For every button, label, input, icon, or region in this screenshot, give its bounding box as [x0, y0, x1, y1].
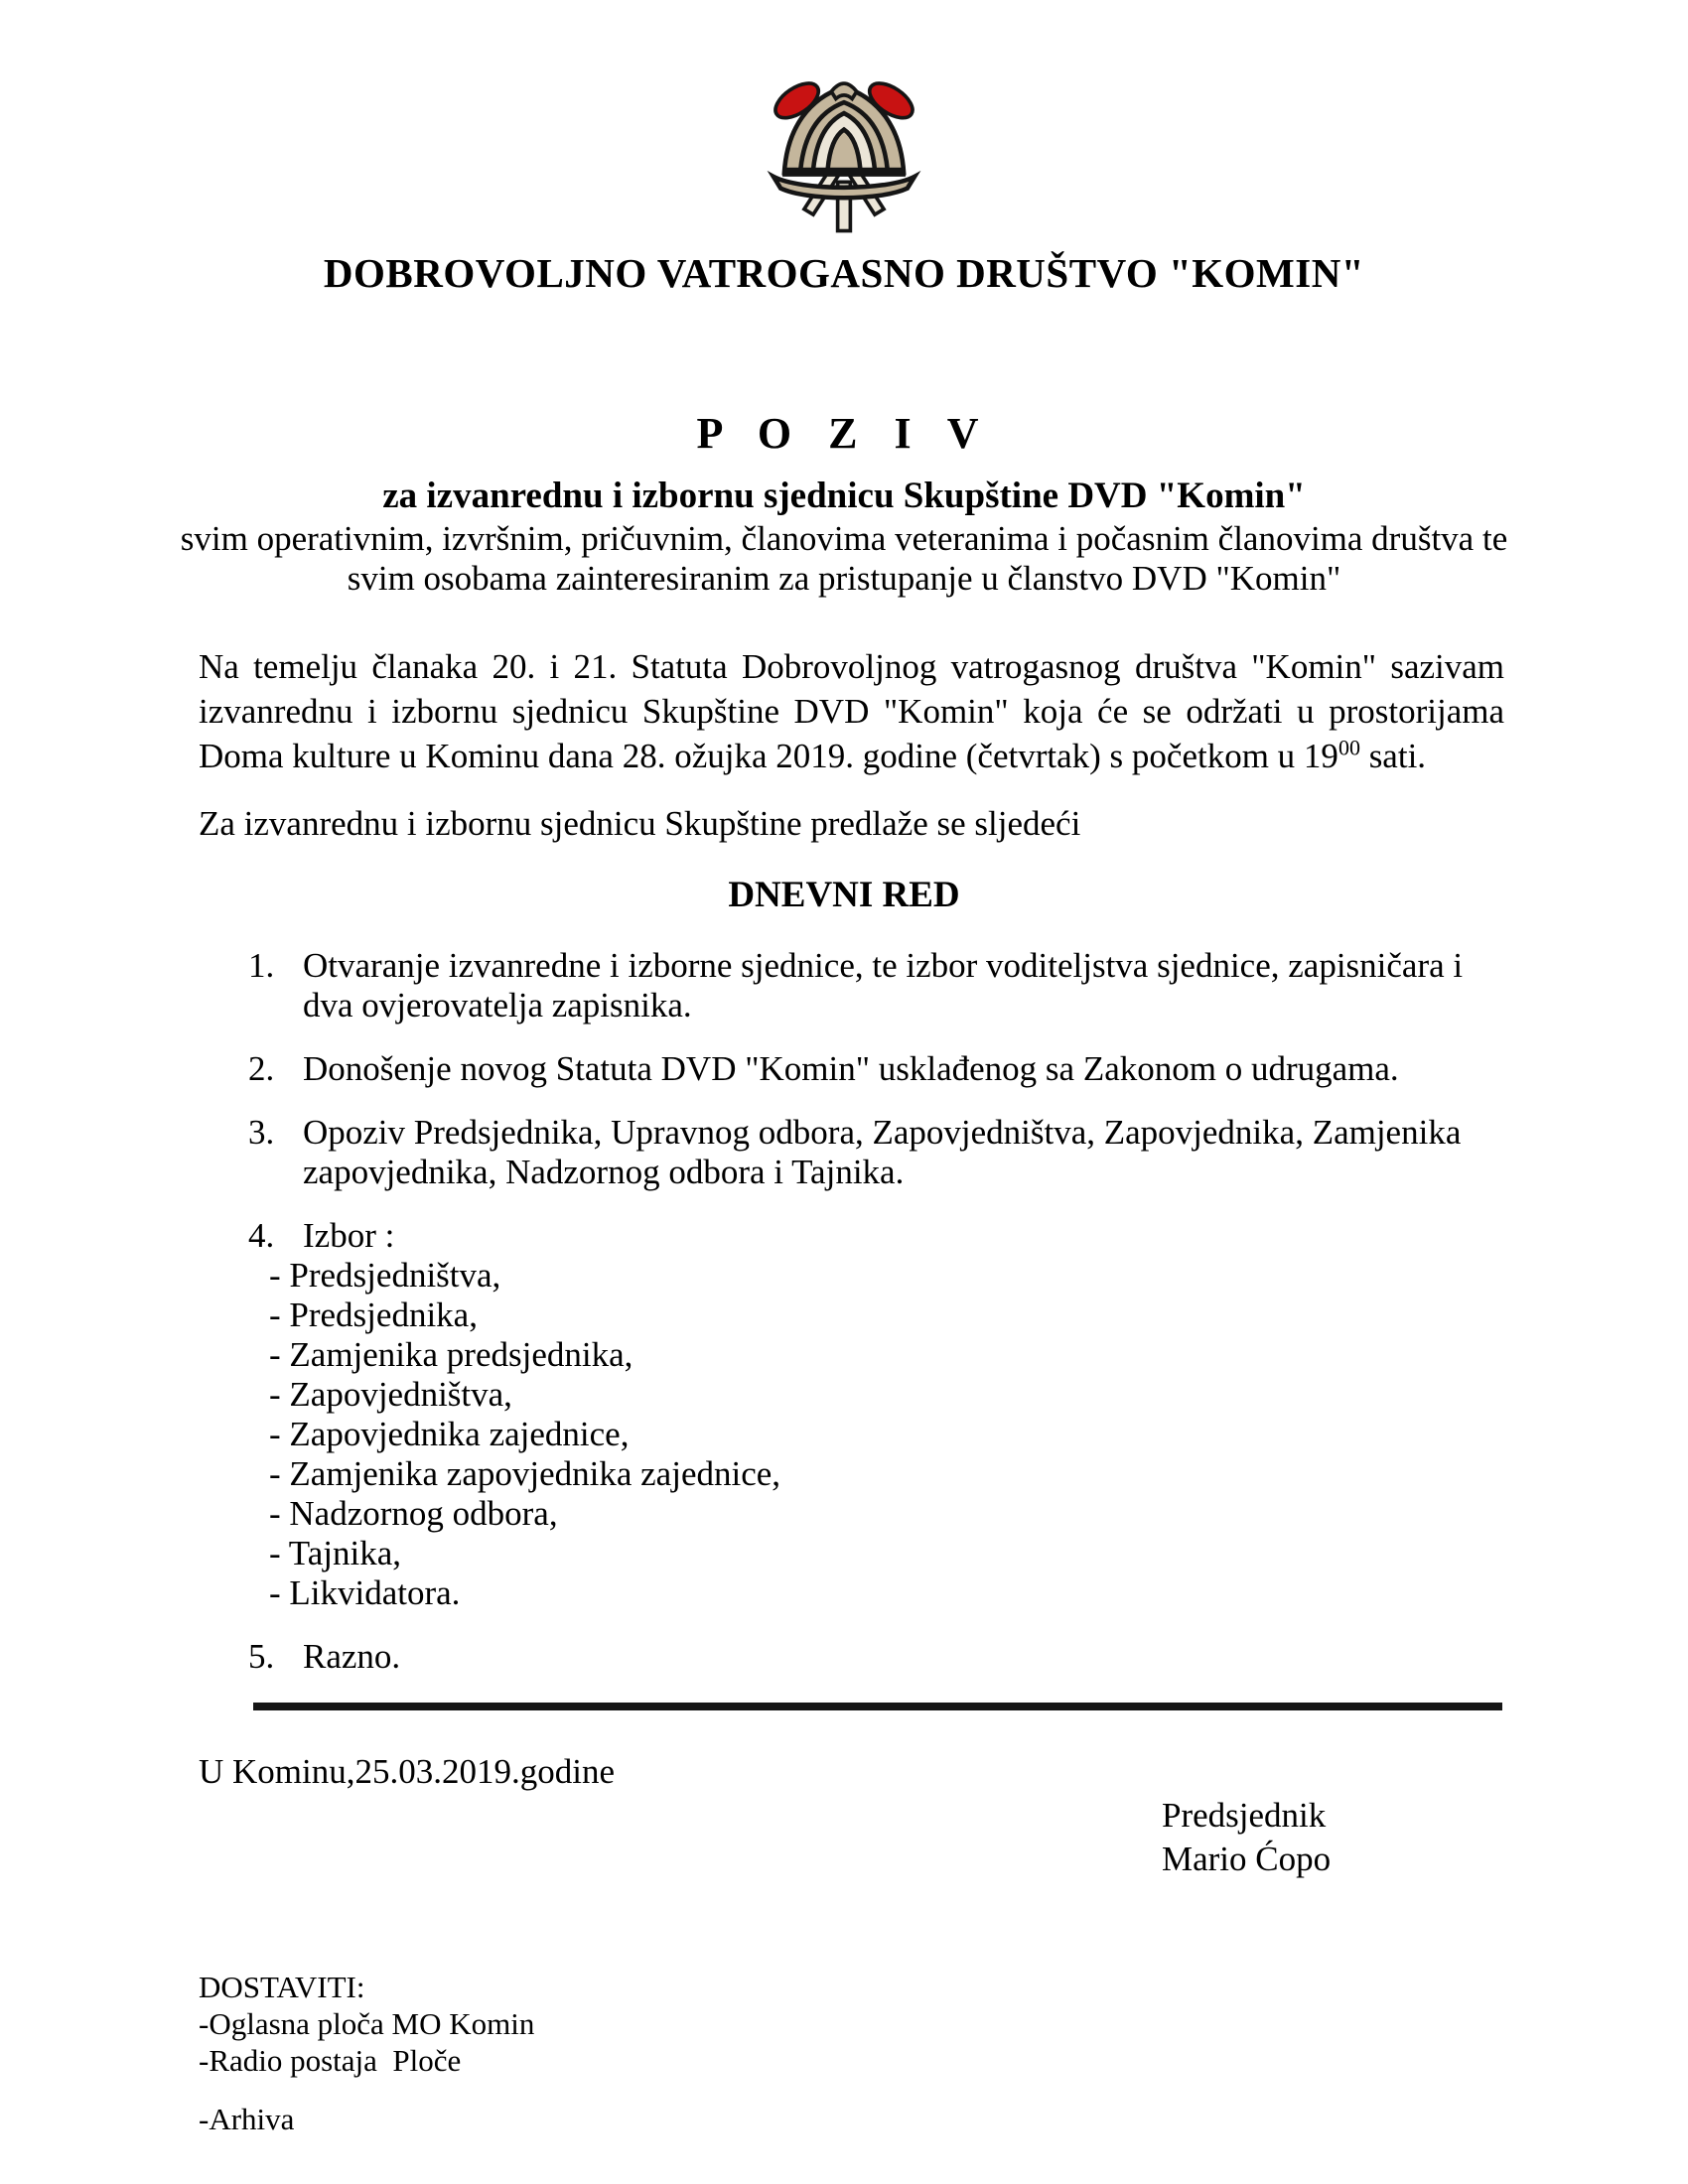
separator-rule: [253, 1703, 1502, 1710]
agenda-subitem: - Predsjednika,: [269, 1296, 478, 1334]
agenda-item-text: Razno.: [303, 1637, 401, 1676]
audience-lines: [0, 519, 1688, 599]
agenda-item: [199, 946, 1504, 1025]
signature-name: Mario Ćopo: [1162, 1840, 1332, 1878]
agenda-subitem: - Zamjenika zapovjednika zajednice,: [269, 1454, 781, 1493]
intro-paragraph: [199, 644, 1504, 778]
date-line: U Kominu,25.03.2019.godine: [199, 1752, 616, 1791]
intro-text-after: sati.: [1359, 737, 1427, 775]
agenda-list: [199, 946, 1504, 1677]
signature-block: [1162, 1794, 1504, 1881]
agenda-subitem: - Predsjedništva,: [269, 1256, 501, 1295]
agenda-item-number: 4.: [248, 1216, 275, 1255]
agenda-item-body: [303, 946, 1504, 1025]
agenda-item-text: Opoziv Predsjednika, Upravnog odbora, Zapovjedništva, Zapovjednika, Zamjenika zapovjednika, Nadzornog odbora i Tajnika.: [303, 1113, 1462, 1191]
agenda-item-body: [303, 1113, 1504, 1192]
intro-superscript: 00: [1337, 735, 1360, 760]
agenda-item-text: Otvaranje izvanredne i izborne sjednice, te izbor voditeljstva sjednice, zapisničara i dva ovjerovatelja zapisnika.: [303, 946, 1464, 1024]
agenda-subitem: - Tajnika,: [269, 1534, 401, 1572]
agenda-heading: DNEVNI RED: [728, 875, 960, 915]
agenda-subitem: - Zapovjedništva,: [269, 1375, 512, 1414]
agenda-item: [199, 1637, 1504, 1677]
audience-line-1: svim operativnim, izvršnim, pričuvnim, članovima veteranima i počasnim članovima društva te: [180, 519, 1508, 558]
agenda-subitem: - Nadzornog odbora,: [269, 1494, 558, 1533]
agenda-item-body: [303, 1637, 1504, 1677]
agenda-item-number: 2.: [248, 1049, 275, 1088]
distribution-list: [199, 2005, 1504, 2137]
agenda-item-text: Donošenje novog Statuta DVD "Komin" usklađenog sa Zakonom o udrugama.: [303, 1049, 1399, 1088]
signature-title: Predsjednik: [1162, 1796, 1327, 1835]
agenda-item: [199, 1216, 1504, 1613]
agenda-item-number: 5.: [248, 1637, 275, 1676]
agenda-item-body: [269, 1216, 1504, 1613]
agenda-subitem: - Likvidatora.: [269, 1573, 461, 1612]
poziv-title: P O Z I V: [696, 409, 992, 458]
agenda-item-text: Izbor :: [303, 1216, 395, 1255]
proposal-line: Za izvanrednu i izbornu sjednicu Skupštine predlaže se sljedeći: [199, 804, 1081, 843]
agenda-item-body: [303, 1049, 1504, 1089]
agenda-item-number: 1.: [248, 946, 275, 985]
agenda-item-number: 3.: [248, 1113, 275, 1152]
logo-container: [0, 0, 1688, 241]
invitation-subtitle: za izvanrednu i izbornu sjednicu Skupštine DVD "Komin": [382, 476, 1306, 516]
distribution-line: -Oglasna ploča MO Komin: [199, 2006, 535, 2041]
agenda-subitem: - Zamjenika predsjednika,: [269, 1335, 633, 1374]
distribution-heading: DOSTAVITI:: [199, 1970, 365, 2004]
audience-line-2: svim osobama zainteresiranim za pristupanje u članstvo DVD "Komin": [347, 559, 1341, 598]
distribution-line: -Arhiva: [199, 2102, 295, 2136]
distribution-line: -Radio postaja Ploče: [199, 2043, 462, 2078]
fire-helmet-logo-icon: [763, 73, 925, 236]
intro-text-before: Na temelju članaka 20. i 21. Statuta Dobrovoljnog vatrogasnog društva "Komin" sazivam izvanrednu i izbornu sjednicu Skupštine DVD "Komin" koja će se održati u prostorijama Doma kulture u Kominu dana 28. ožujka 2019. godine (četvrtak) s početkom u 19: [199, 647, 1504, 775]
agenda-item: [199, 1049, 1504, 1089]
distribution-block: [199, 1969, 1504, 2137]
org-name: DOBROVOLJNO VATROGASNO DRUŠTVO "KOMIN": [323, 250, 1365, 296]
agenda-item: [199, 1113, 1504, 1192]
agenda-subitem: - Zapovjednika zajednice,: [269, 1415, 630, 1453]
